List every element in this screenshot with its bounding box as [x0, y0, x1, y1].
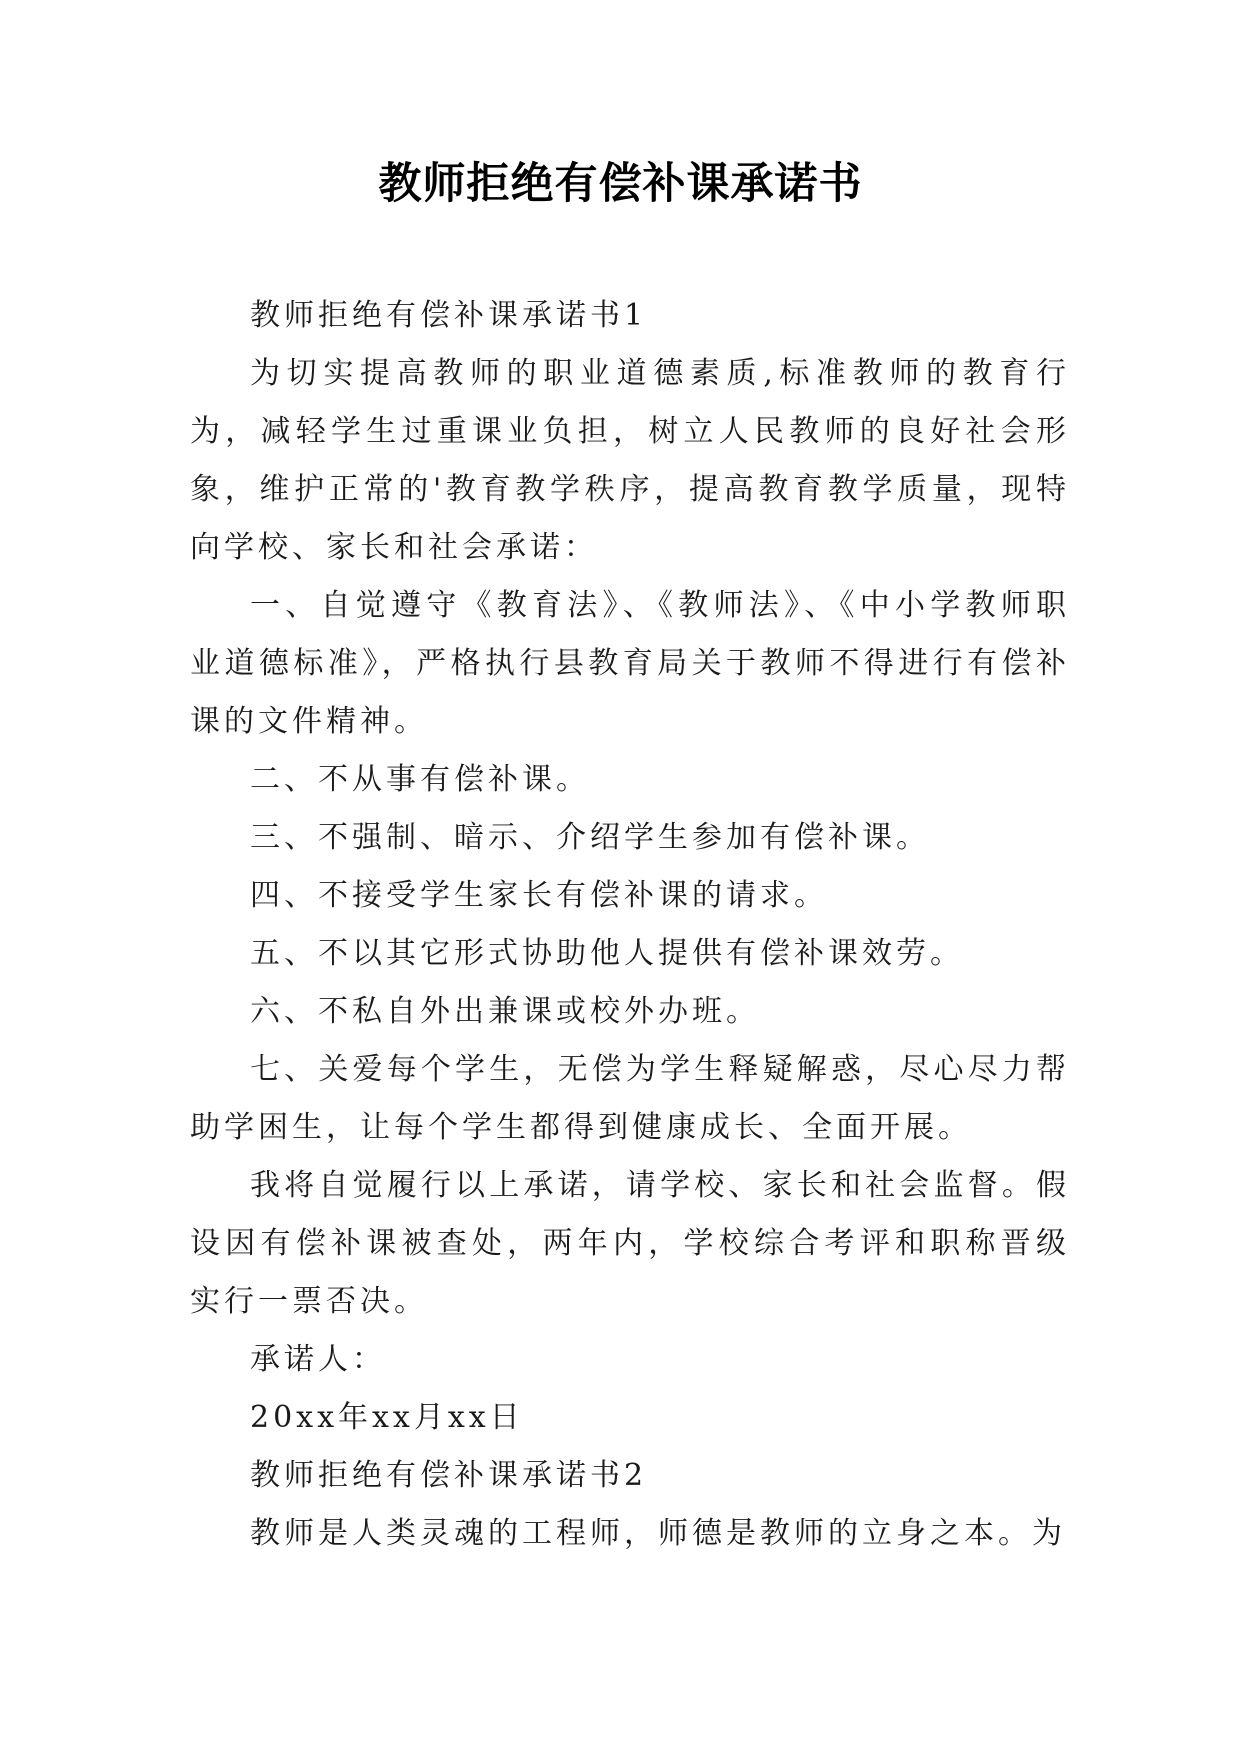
- date-line: 20xx年xx月xx日: [250, 1400, 524, 1435]
- closing-paragraph: 我将自觉履行以上承诺，请学校、家长和社会监督。假设因有偿补课被查处，两年内，学校综合考评和职称晋级实行一票否决。: [190, 1168, 1070, 1319]
- document-title: 教师拒绝有偿补课承诺书: [378, 159, 863, 209]
- document-body: [190, 287, 1070, 1563]
- commitment-item-6: 六、不私自外出兼课或校外办班。: [250, 994, 760, 1029]
- intro-paragraph: 为切实提高教师的职业道德素质,标准教师的教育行为，减轻学生过重课业负担，树立人民教师的良好社会形象，维护正常的'教育教学秩序，提高教育教学质量，现特向学校、家长和社会承诺：: [190, 356, 1070, 565]
- commitment-item-1: 一、自觉遵守《教育法》、《教师法》、《中小学教师职业道德标准》，严格执行县教育局关于教师不得进行有偿补课的文件精神。: [190, 588, 1070, 739]
- commitment-item-7: 七、关爱每个学生，无偿为学生释疑解惑，尽心尽力帮助学困生，让每个学生都得到健康成长、全面开展。: [190, 1052, 1070, 1145]
- signatory-label: 承诺人：: [250, 1342, 386, 1377]
- section-heading-1: 教师拒绝有偿补课承诺书1: [250, 298, 648, 333]
- commitment-item-5: 五、不以其它形式协助他人提供有偿补课效劳。: [250, 936, 964, 971]
- commitment-item-3: 三、不强制、暗示、介绍学生参加有偿补课。: [250, 820, 930, 855]
- section-2-paragraph: 教师是人类灵魂的工程师，师德是教师的立身之本。为: [250, 1516, 1066, 1551]
- commitment-item-2: 二、不从事有偿补课。: [250, 762, 590, 797]
- section-heading-2: 教师拒绝有偿补课承诺书2: [250, 1458, 648, 1493]
- commitment-item-4: 四、不接受学生家长有偿补课的请求。: [250, 878, 828, 913]
